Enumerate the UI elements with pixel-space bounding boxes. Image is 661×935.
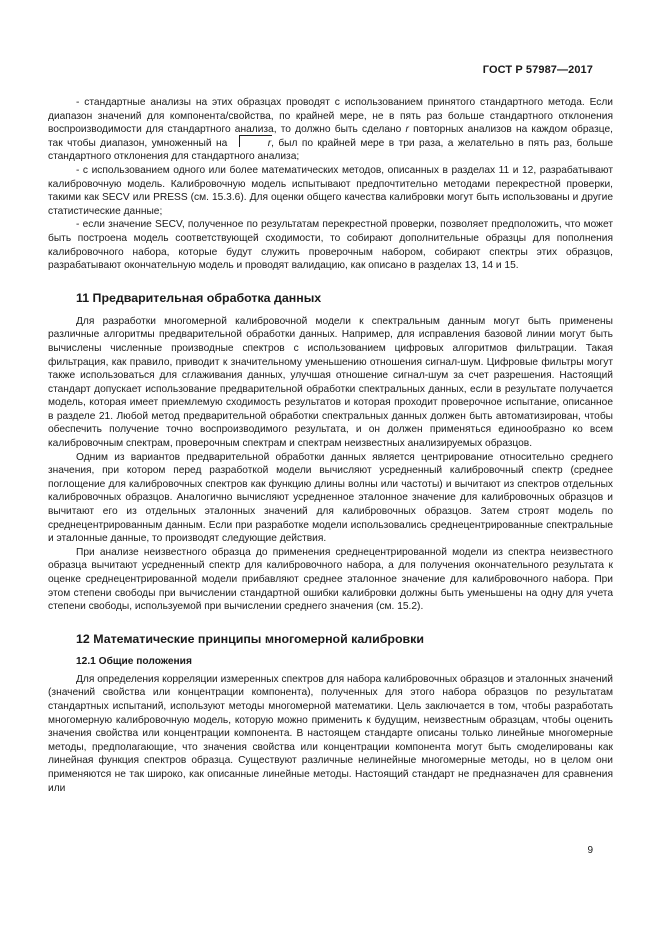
section-11-title: 11 Предварительная обработка данных bbox=[76, 290, 322, 305]
subsection-12-1-title: 12.1 Общие положения bbox=[76, 655, 192, 667]
section-11-paragraph-2: Одним из вариантов предварительной обработки данных является центрирование относительно среднего значения, при котором перед разработкой модели вычисляют усредненный калибровочный спектр (среднее поглощение для калибровочных спектров как функцию длины волны или частоты) и вычитают из спектров отдельных калибровочных образцов. Аналогично вычисляют усредненное эталонное значение для калибровочных образцов и вычитают его из отдельных эталонных значений для калибровочных образцов. Затем строят модель по среднецентрированным данным. Если при разработке модели использовались среднецентрированные спектральные и эталонные данные, то производят следующие действия. bbox=[48, 451, 613, 545]
intro-paragraph-1: - стандартные анализы на этих образцах проводят с использованием принятого стандартного метода. Если диапазон значений для компонента/свойства, по крайней мере, не в пять раз больше стандартного отклонения воспроизводимости для стандартного анализа, то должно быть сделано r повторных анализов на каждом образце, так чтобы диапазон, умноженный на r, был по крайней мере в три раза, а желательно в пять раз, больше стандартного отклонения для стандартного анализа; bbox=[48, 97, 613, 163]
section-12-title: 12 Математические принципы многомерной калибровки bbox=[76, 631, 424, 646]
intro-paragraph-3: - если значение SECV, полученное по результатам перекрестной проверки, позволяет предположить, что может быть построена модель соответствующей сходимости, то собирают дополнительные образцы для пополнения калибровочного набора, которые будут служить проверочным набором, собирают спектры этих образцов, разрабатывают окончательную модель и проводят валидацию, как описано в разделах 13, 14 и 15. bbox=[48, 219, 613, 272]
intro-paragraph-2: - с использованием одного или более математических методов, описанных в разделах 11 и 12, разрабатывают калибровочную модель. Калибровочную модель испытывают предпочтительно методами перекрестной проверки, такими как SECV или PRESS (см. 15.3.6). Для оценки общего качества калибровки могут быть использованы и другие статистические данные; bbox=[48, 164, 613, 217]
square-root-symbol: r bbox=[232, 137, 271, 151]
standard-number: ГОСТ Р 57987—2017 bbox=[482, 64, 593, 76]
section-11-paragraph-3: При анализе неизвестного образца до применения среднецентрированной модели из спектра неизвестного образца вычитают усредненный спектр для калибровочного набора, а для получения окончательного результата к оценке среднецентрированной модели прибавляют среднее эталонное значение для калибровочного набора. При этом степени свободы при вычислении стандартной ошибки калибровки должны быть уменьшены на одну для учета степени свободы, используемой при вычислении среднего значения (см. 15.2). bbox=[48, 546, 613, 613]
section-12-paragraph-1: Для определения корреляции измеренных спектров для набора калибровочных образцов и эталонных значений (значений свойства или концентрации компонента), полученных для этого набора образцов по результатам стандартных испытаний, используют методы многомерной математики. Цель заключается в том, чтобы разработать многомерную калибровочную модель, которую можно применить к будущим, неизвестным образцам, чтобы оценить значения свойства или концентрации компонента. В настоящем стандарте описаны только линейные многомерные методы, предполагающие, что значения свойства или концентрации компонента могут быть смоделированы как линейная функция спектров образца. Существуют различные нелинейные многомерные методы, но в целом они применяются не так широко, как описанные линейные методы. Настоящий стандарт не предназначен для сравнения или bbox=[48, 673, 613, 794]
page-body bbox=[48, 96, 613, 795]
section-11-paragraph-1: Для разработки многомерной калибровочной модели к спектральным данным могут быть применены различные алгоритмы предварительной обработки данных. Например, для исправления базовой линии могут быть вычислены численные производные спектров с использованием цифровых алгоритмов фильтрации. Такая фильтрация, как правило, приводит к значительному уменьшению отношения сигнал-шум. Цифровые фильтры могут также использоваться для сглаживания данных, улучшая отношение сигнал-шум за счет разрешения. Настоящий стандарт допускает использование предварительной обработки спектральных данных, если в результате получается модель, которая имеет приемлемую сходимость результатов и которая проходит проверочное испытание, описанное в разделе 21. Любой метод предварительной обработки спектральных данных должен быть автоматизирован, чтобы обеспечить получение точно воспроизводимого результата, и он должен применяться единообразно ко всем калибровочным спектрам, проверочным спектрам и спектрам неизвестных анализируемых образцов. bbox=[48, 315, 613, 450]
page-number: 9 bbox=[587, 845, 593, 856]
